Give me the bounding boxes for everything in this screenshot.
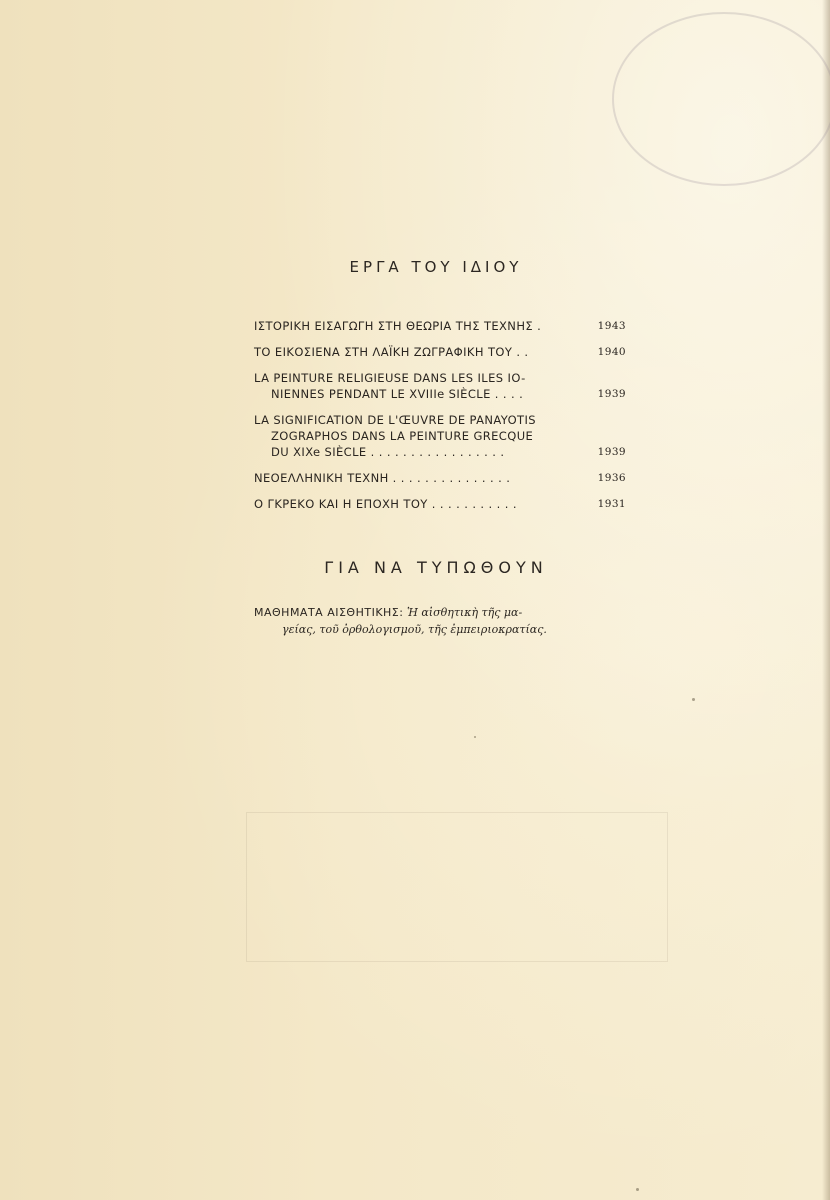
work-year: 1940 xyxy=(597,346,626,358)
list-item xyxy=(254,318,626,334)
work-year: 1936 xyxy=(597,472,626,484)
work-title-continuation: ZOGRAPHOS DANS LA PEINTURE GRECQUE DU XIXe SIÈCLE . . . . . . . . . . . . . . . . . xyxy=(271,429,534,459)
page-gutter-shadow xyxy=(822,0,830,1200)
list-item xyxy=(254,412,626,460)
forthcoming-entry xyxy=(254,604,594,638)
forthcoming-title: ΜΑΘΗΜΑΤΑ ΑΙΣΘΗΤΙΚΗΣ: xyxy=(254,606,404,619)
work-year: 1943 xyxy=(597,320,626,332)
work-title: ΤΟ ΕΙΚΟΣΙΕΝΑ ΣΤΗ ΛΑΪΚΗ ΖΩΓΡΑΦΙΚΗ ΤΟΥ . . xyxy=(254,345,529,359)
work-title: LA SIGNIFICATION DE L'ŒUVRE DE PANAYOTIS xyxy=(254,413,536,427)
forthcoming-description-cont: γείας, τοῦ ὀρθολογισμοῦ, τῆς ἐμπειριοκρατίας. xyxy=(282,623,547,636)
works-list xyxy=(254,318,626,522)
paper-speck xyxy=(474,736,476,738)
work-title: ΙΣΤΟΡΙΚΗ ΕΙΣΑΓΩΓΗ ΣΤΗ ΘΕΩΡΙΑ ΤΗΣ ΤΕΧΝΗΣ . xyxy=(254,319,542,333)
work-year: 1939 xyxy=(597,446,626,458)
work-title: Ο ΓΚΡΕΚΟ ΚΑΙ Η ΕΠΟΧΗ ΤΟΥ . . . . . . . . . . . xyxy=(254,497,517,511)
bleed-through-stamp xyxy=(246,812,668,962)
library-stamp xyxy=(612,12,830,186)
forthcoming-heading: ΓΙΑ ΝΑ ΤΥΠΩΘΟΥΝ xyxy=(324,558,548,577)
forthcoming-description: Ἡ αἰσθητικὴ τῆς μα- xyxy=(406,606,523,619)
work-title: ΝΕΟΕΛΛΗΝΙΚΗ ΤΕΧΝΗ . . . . . . . . . . . . . . . xyxy=(254,471,511,485)
work-title-continuation: NIENNES PENDANT LE XVIIIe SIÈCLE . . . . xyxy=(271,387,524,401)
work-year: 1939 xyxy=(597,388,626,400)
work-year: 1931 xyxy=(597,498,626,510)
list-item xyxy=(254,344,626,360)
paper-speck xyxy=(636,1188,639,1191)
works-heading: ΕΡΓΑ ΤΟΥ ΙΔΙΟΥ xyxy=(349,258,523,276)
list-item xyxy=(254,470,626,486)
list-item xyxy=(254,496,626,512)
paper-speck xyxy=(692,698,695,701)
work-title: LA PEINTURE RELIGIEUSE DANS LES ILES IO- xyxy=(254,371,526,385)
list-item xyxy=(254,370,626,402)
